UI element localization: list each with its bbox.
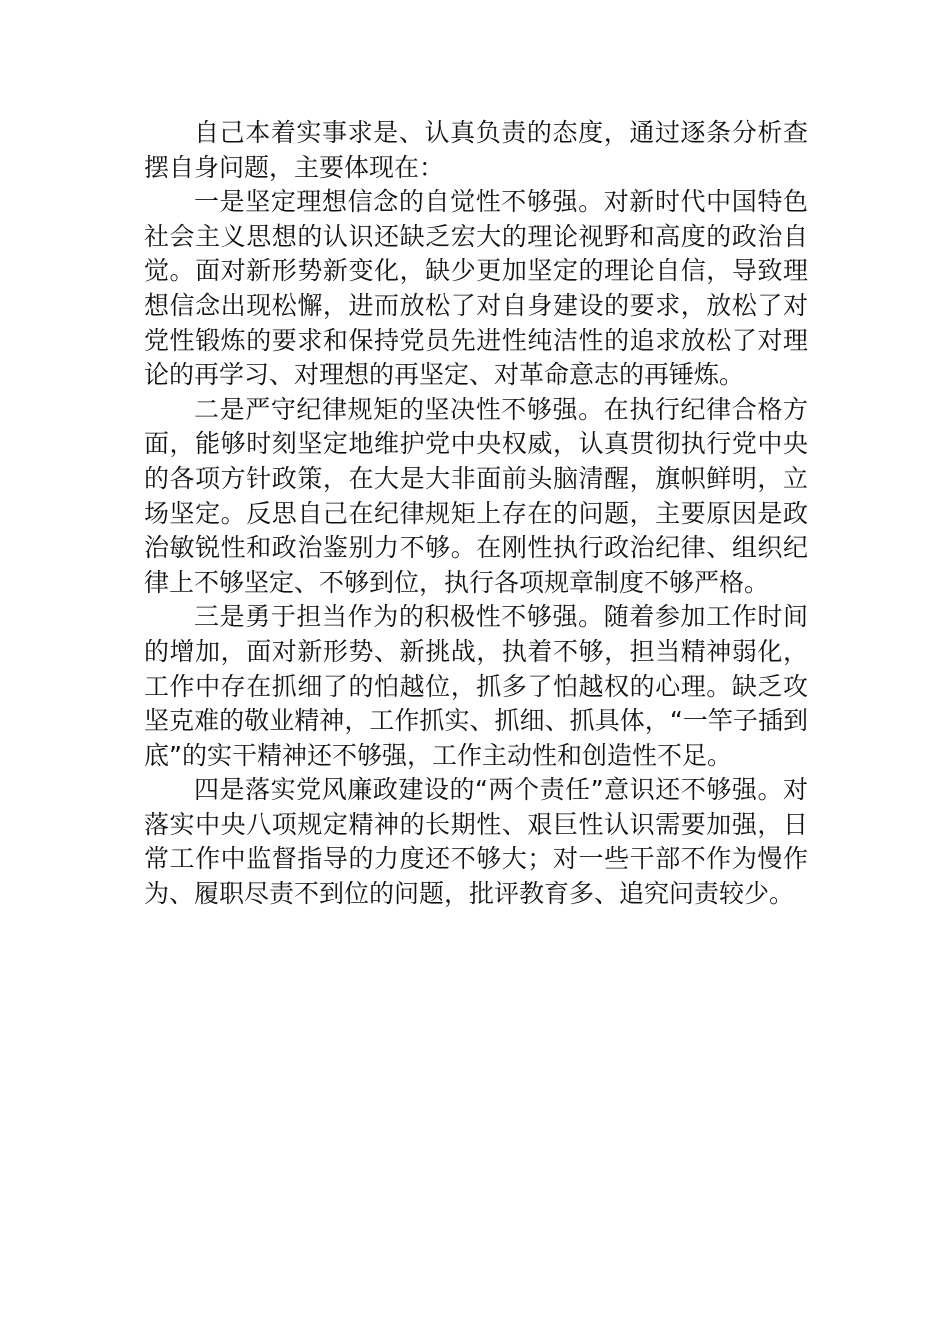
paragraph-item-1: 一是坚定理想信念的自觉性不够强。对新时代中国特色社会主义思想的认识还缺乏宏大的理论视野和高度的政治自觉。面对新形势新变化，缺少更加坚定的理论自信，导致理想信念出现松懈，进而放松了对自身建设的要求，放松了对党性锻炼的要求和保持党员先进性纯洁性的追求放松了对理论的再学习、对理想的再坚定、对革命意志的再锤炼。 [144, 187, 808, 390]
paragraph-item-4: 四是落实党风廉政建设的“两个责任”意识还不够强。对落实中央八项规定精神的长期性、艰巨性认识需要加强，日常工作中监督指导的力度还不够大；对一些干部不作为慢作为、履职尽责不到位的问题，批评教育多、追究问责较少。 [144, 775, 808, 909]
paragraph-intro: 自己本着实事求是、认真负责的态度，通过逐条分析查摆自身问题，主要体现在： [144, 118, 808, 182]
paragraph-item-2: 二是严守纪律规矩的坚决性不够强。在执行纪律合格方面，能够时刻坚定地维护党中央权威，认真贯彻执行党中央的各项方针政策，在大是大非面前头脑清醒，旗帜鲜明，立场坚定。反思自己在纪律规矩上存在的问题，主要原因是政治敏锐性和政治鉴别力不够。在刚性执行政治纪律、组织纪律上不够坚定、不够到位，执行各项规章制度不够严格。 [144, 394, 808, 597]
paragraph-item-3: 三是勇于担当作为的积极性不够强。随着参加工作时间的增加，面对新形势、新挑战，执着不够，担当精神弱化，工作中存在抓细了的怕越位，抓多了怕越权的心理。缺乏攻坚克难的敬业精神，工作抓实、抓细、抓具体，“一竿子插到底”的实干精神还不够强，工作主动性和创造性不足。 [144, 602, 808, 770]
document-body [144, 116, 808, 912]
